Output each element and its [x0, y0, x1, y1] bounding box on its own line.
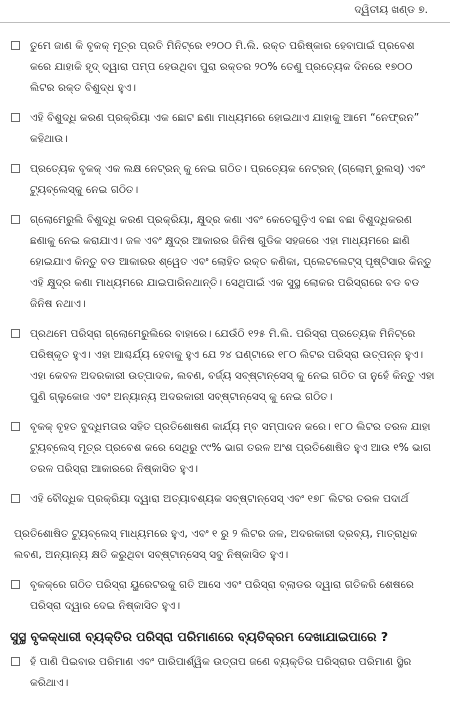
- list-item-text: ପ୍ରତ୍ୟେକ ବୃକକ୍ ଏକ ଲକ୍ଷ ନେଟ୍ରନ୍ କୁ ନେଇ ଗଠିତ। ପ୍ରତ୍ୟେକ ନେଟ୍ରନ୍ (ଗ୍ଲୋମ୍ ରୁଲସ୍) ଏବଂ ଟ୍ୟୁବ୍ଲେସ୍‌କୁ ନେଇ ଗଠିତ।: [30, 163, 426, 196]
- checkbox-icon: [11, 215, 20, 224]
- list-item: [10, 324, 438, 408]
- checkbox-icon: [11, 329, 20, 338]
- list-item: [10, 417, 438, 480]
- list-item-text: ବୃକକ୍‌ରେ ଗଠିତ ପରିସ୍ରା ୟୁରେଟରକୁ ଗତି ଆସେ ଏବଂ ପରିସ୍ରା ବ୍ଲାଡର ଦ୍ୱାରା ଗତିକରି ଶେଷରେ ପରିସ୍ରା ଦ୍ୱାର ଦେଇ ନିଷ୍କାସିତ ହୁଏ।: [30, 579, 414, 612]
- list-item: [10, 489, 438, 510]
- list-item: [10, 108, 438, 150]
- checkbox-icon: [11, 657, 20, 666]
- list-item-text: ପ୍ରଥମେ ପରିସ୍ରା ଗ୍ଲୋମେରୁଲିରେ ବାହାରେ। ଯେଉଁଠି ୧୨୫ ମି.ଲି. ପରିସ୍ରା ପ୍ରତ୍ୟେକ ମିନିଟ୍‌ରେ ପରିଷ୍କୃତ ହୁଏ। ଏହା ଆଶ୍ଚର୍ଯ୍ୟ ହେବାକୁ ହୁଏ ଯେ ୨୪ ଘଣ୍ଟାରେ ୧୮୦ ଲିଟର ପରିସ୍ରା ଉତ୍ପନ୍ନ ହୁଏ। ଏହା କେବଳ ଅଦରକାରୀ ଉତ୍ପାଦକ, ଲବଣ, ବର୍ଜ୍ୟ ସବ୍‌ଷ୍ଟାନ୍‌ସେସ୍ କୁ ନେଇ ଗଠିତ ତା ନୁହେଁ କିନ୍ତୁ ଏହା ପୁଣି ଗ୍ଲୁକୋଜ ଏବଂ ଅନ୍ୟାନ୍ୟ ଅଦରକାରୀ ସବ୍‌ଷ୍ଟାନ୍‌ସେସ୍ କୁ ନେଇ ଗଠିତ।: [30, 328, 435, 403]
- running-header: ଦ୍ୱିତୀୟ ଖଣ୍ଡ ୭.: [354, 4, 428, 16]
- checkbox-icon: [11, 164, 20, 173]
- list-item-text: ଏହି ବୌଦ୍ଧିକ ପ୍ରକ୍ରିୟା ଦ୍ୱାରା ଅତ୍ୟାବଶ୍ୟକ ସବ୍‌ଷ୍ଟାନ୍‌ସେସ୍ ଏବଂ ୧୭୮ ଲିଟର ତରଳ ପଦାର୍ଥ: [30, 493, 409, 505]
- list-item: [10, 210, 438, 315]
- section-heading: ସୁସ୍ଥ ବୃକକ୍‌ଧାରୀ ବ୍ୟକ୍ତିର ପରିସ୍ରା ପରିମାଣରେ ବ୍ୟତିକ୍ରମ ଦେଖାଯାଇପାରେ ?: [10, 629, 389, 644]
- list-item: [10, 652, 438, 694]
- list-item: [10, 36, 438, 99]
- list-item-text: ହଁ ପାଣି ପିଇବାର ପରିମାଣ ଏବଂ ପାରିପାର୍ଶ୍ୱିକ ଉତ୍ତାପ ଜଣେ ବ୍ୟକ୍ତିର ପରିସ୍ରାର ପରିମାଣ ସ୍ଥିର କରିଥାଏ।: [30, 656, 412, 689]
- checkbox-icon: [11, 113, 20, 122]
- list-item-text: ଏହି ବିଶୁଦ୍ଧି କରଣ ପ୍ରକ୍ରିୟା ଏକ ଛୋଟ ଛଣା ମାଧ୍ୟମରେ ହୋଇଥାଏ ଯାହାକୁ ଆମେ “ନେଫ୍ରନ” କହିଥାଉ।: [30, 112, 420, 145]
- checkbox-icon: [11, 41, 20, 50]
- list-item-text: ବୃକକ୍ ବୃହତ ବୁଦ୍ଧିମତାର ସହିତ ପ୍ରତିଶୋଷଣ କାର୍ଯ୍ୟ ମ୍ବ ସମ୍ପାଦନ କରେ। ୧୮୦ ଲିଟର ତରଳ ଯାହା ଟ୍ୟୁବ୍ଲେସ୍ ମୂତ୍ର ପ୍ରବେଶ କରେ ସେଥିରୁ ୯୯% ଭାଗ ତରଳ ଅଂଶ ପ୍ରତିଶୋଷିତ ହୁଏ ଆଉ ୧% ଭାଗ ତରଳ ପରିସ୍ରା ଆକାରରେ ନିଷ୍କାସିତ ହୁଏ।: [30, 421, 432, 475]
- header-divider: [0, 22, 450, 23]
- list-item: [10, 159, 438, 201]
- checkbox-icon: [11, 494, 20, 503]
- checkbox-icon: [11, 422, 20, 431]
- document-body: [10, 36, 438, 703]
- continuation-paragraph: [10, 524, 438, 566]
- list-item-text: ତୁମେ ଜାଣ କି ବୃକକ୍ ମୂତ୍ର ପ୍ରତି ମିନିଟ୍‌ରେ ୧୨୦୦ ମି.ଲି. ରକ୍ତ ପରିଷ୍କାର ହେବାପାଇଁ ପ୍ରବେଶ କରେ ଯାହାକି ହୃଦ୍ ଦ୍ୱାରା ପମ୍ପ ହେଉଥିବା ପୁରା ରକ୍ତର ୨୦% ତେଣୁ ପ୍ରତ୍ୟେକ ଦିନରେ ୧୭୦୦ ଲିଟର ରକ୍ତ ବିଶୁଦ୍ଧ ହୁଏ।: [30, 40, 415, 94]
- list-item: [10, 575, 438, 617]
- checkbox-icon: [11, 580, 20, 589]
- paragraph-text: ପ୍ରତିଶୋଷିତ ଟ୍ୟୁବ୍ଲେସ୍ ମାଧ୍ୟମରେ ହୁଏ, ଏବଂ ୧ ରୁ ୨ ଲିଟର ଜଳ, ଅଦରକାରୀ ଦ୍ରବ୍ୟ, ମାତ୍ରାଧିକ ଲବଣ, ଅନ୍ୟାନ୍ୟ କ୍ଷତି କରୁଥିବା ସବ୍‌ଷ୍ଟାନ୍‌ସେସ୍ ସବୁ ନିଷ୍କାସିତ ହୁଏ।: [14, 528, 418, 561]
- list-item-text: ଗ୍ଲୋମେରୁଲି ବିଶୁଦ୍ଧି କରଣ ପ୍ରକ୍ରିୟା, କ୍ଷୁଦ୍ର କଣା ଏବଂ କେତେଗୁଡ଼ିଏ ବଛା ବଛା ବିଶୁଦ୍ଧିକରଣ ଛଣାକୁ ନେଇ କରାଯାଏ। ଜଳ ଏବଂ କ୍ଷୁଦ୍ର ଆକାରର ଜିନିଷ ଗୁଡିକ ସହଜରେ ଏହା ମାଧ୍ୟମରେ ଛାଣି ହୋଇଯାଏ କିନ୍ତୁ ବଡ ଆକାରର ଶ୍ୱେତ ଏବଂ ଲୋହିତ ରକ୍ତ କଣିକା, ପ୍ଲେଟଲେଟ୍‌ସ୍ ପୃଷ୍ଟିସାର କିନ୍ତୁ ଏହି କ୍ଷୁଦ୍ର କଣା ମାଧ୍ୟମରେ ଯାଇପାରିନଥାନ୍ତି। ସେଥିପାଇଁ ଏକ ସୁସ୍ଥ ଲୋକର ପରିସ୍ରାରେ ବଡ ବଡ ଜିନିଷ ନଥାଏ।: [30, 214, 432, 310]
